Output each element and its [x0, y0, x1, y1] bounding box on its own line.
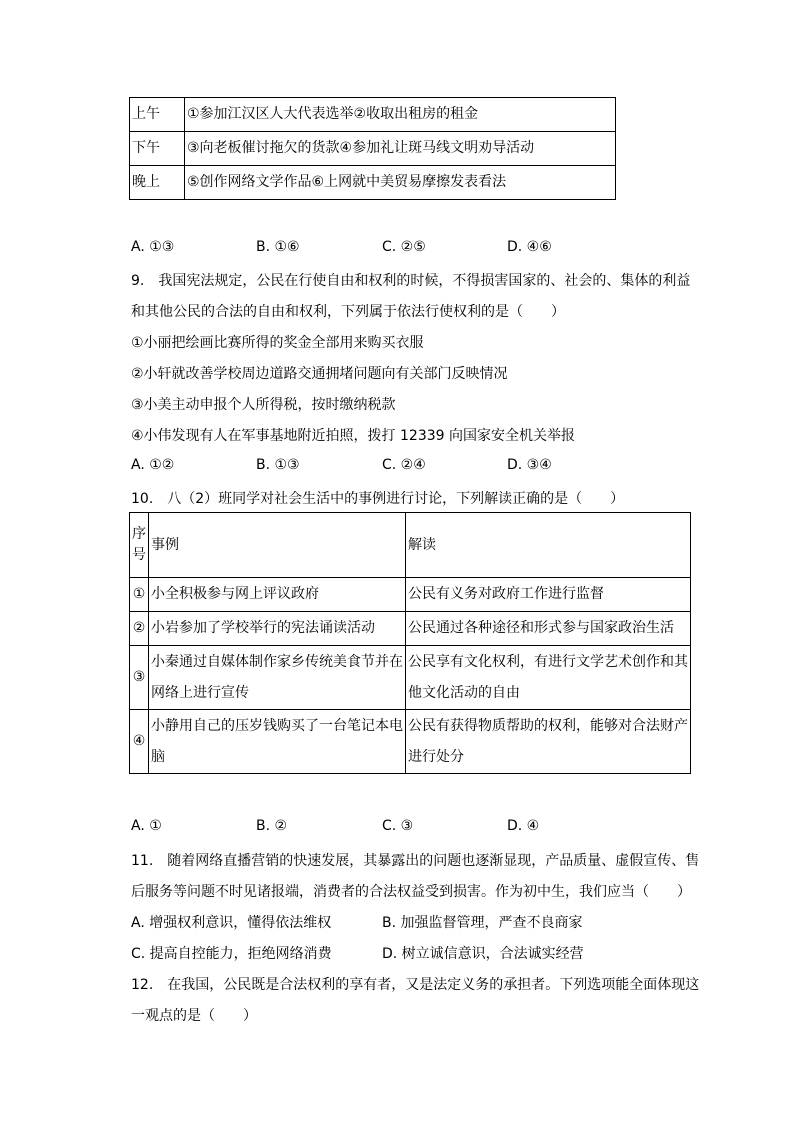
case-table	[129, 512, 691, 774]
q11-option-a[interactable]: A. 增强权利意识，懂得依法维权	[131, 915, 332, 931]
row-case: 小全积极参与网上评议政府	[149, 578, 406, 612]
row-reading-line1: 公民有获得物质帮助的权利，能够对合法财产	[408, 717, 688, 734]
table-row	[130, 710, 691, 774]
row-reading	[406, 646, 691, 710]
q8-option-b[interactable]: B. ①⑥	[256, 239, 300, 255]
row-case-line1: 小秦通过自媒体制作家乡传统美食节并在	[151, 653, 403, 670]
header-case: 事例	[149, 513, 406, 578]
schedule-table	[129, 97, 616, 200]
q9-stem-line1: 9. 我国宪法规定，公民在行使自由和权利的时候，不得损害国家的、社会的、集体的利益	[131, 273, 691, 289]
table-row	[130, 98, 616, 132]
q8-option-a[interactable]: A. ①③	[131, 239, 175, 255]
row-no: ②	[130, 612, 149, 646]
q9-option-d[interactable]: D. ③④	[507, 457, 552, 473]
q11-option-c[interactable]: C. 提高自控能力，拒绝网络消费	[131, 946, 332, 962]
q10-option-a[interactable]: A. ①	[131, 818, 162, 834]
row-reading	[406, 710, 691, 774]
row-reading-line2: 他文化活动的自由	[408, 684, 520, 701]
table-row	[130, 612, 691, 646]
period-cell: 晚上	[130, 166, 185, 200]
table-row	[130, 166, 616, 200]
q12-stem-line2: 一观点的是（ ）	[131, 1008, 257, 1024]
q10-option-c[interactable]: C. ③	[382, 818, 414, 834]
row-case	[149, 646, 406, 710]
row-case-line1: 小静用自己的压岁钱购买了一台笔记本电	[151, 717, 403, 734]
period-cell: 上午	[130, 98, 185, 132]
table-header-row	[130, 513, 691, 578]
q9-stem-line2: 和其他公民的合法的自由和权利，下列属于依法行使权利的是（ ）	[131, 304, 565, 320]
row-case: 小岩参加了学校举行的宪法诵读活动	[149, 612, 406, 646]
events-cell: ③向老板催讨拖欠的货款④参加礼让斑马线文明劝导活动	[185, 132, 616, 166]
header-no-line1: 序	[132, 526, 146, 542]
table-row	[130, 132, 616, 166]
q10-option-d[interactable]: D. ④	[507, 818, 540, 834]
row-case	[149, 710, 406, 774]
header-no-line2: 号	[132, 547, 146, 563]
q9-item-1: ①小丽把绘画比赛所得的奖金全部用来购买衣服	[131, 335, 424, 351]
events-cell: ①参加江汉区人大代表选举②收取出租房的租金	[185, 98, 616, 132]
table-row	[130, 578, 691, 612]
row-case-line2: 脑	[151, 748, 165, 765]
q12-stem-line1: 12. 在我国，公民既是合法权利的享有者，又是法定义务的承担者。下列选项能全面体现这	[131, 977, 700, 993]
q8-option-c[interactable]: C. ②⑤	[382, 239, 426, 255]
header-reading: 解读	[406, 513, 691, 578]
q11-stem-line2: 后服务等问题不时见诸报端，消费者的合法权益受到损害。作为初中生，我们应当（ ）	[131, 884, 691, 900]
row-case-line2: 网络上进行宣传	[151, 684, 249, 701]
header-no	[130, 513, 149, 578]
q8-option-d[interactable]: D. ④⑥	[507, 239, 552, 255]
row-no: ①	[130, 578, 149, 612]
row-reading-line2: 进行处分	[408, 748, 464, 765]
row-reading: 公民有义务对政府工作进行监督	[406, 578, 691, 612]
q11-option-b[interactable]: B. 加强监督管理，严查不良商家	[382, 915, 583, 931]
row-reading: 公民通过各种途径和形式参与国家政治生活	[406, 612, 691, 646]
row-no: ④	[130, 710, 149, 774]
q11-option-d[interactable]: D. 树立诚信意识，合法诚实经营	[382, 946, 584, 962]
q9-option-c[interactable]: C. ②④	[382, 457, 426, 473]
q11-stem-line1: 11. 随着网络直播营销的快速发展，其暴露出的问题也逐渐显现，产品质量、虚假宣传、售	[131, 853, 700, 869]
q9-item-4: ④小伟发现有人在军事基地附近拍照，拨打 12339 向国家安全机关举报	[131, 428, 575, 444]
q9-option-a[interactable]: A. ①②	[131, 457, 175, 473]
row-no: ③	[130, 646, 149, 710]
period-cell: 下午	[130, 132, 185, 166]
q9-item-2: ②小轩就改善学校周边道路交通拥堵问题向有关部门反映情况	[131, 366, 508, 382]
q10-option-b[interactable]: B. ②	[256, 818, 288, 834]
table-row	[130, 646, 691, 710]
q9-option-b[interactable]: B. ①③	[256, 457, 300, 473]
q10-stem: 10. 八（2）班同学对社会生活中的事例进行讨论，下列解读正确的是（ ）	[131, 491, 625, 507]
events-cell: ⑤创作网络文学作品⑥上网就中美贸易摩擦发表看法	[185, 166, 616, 200]
row-reading-line1: 公民享有文化权利，有进行文学艺术创作和其	[408, 653, 688, 670]
q9-item-3: ③小美主动申报个人所得税，按时缴纳税款	[131, 397, 396, 413]
